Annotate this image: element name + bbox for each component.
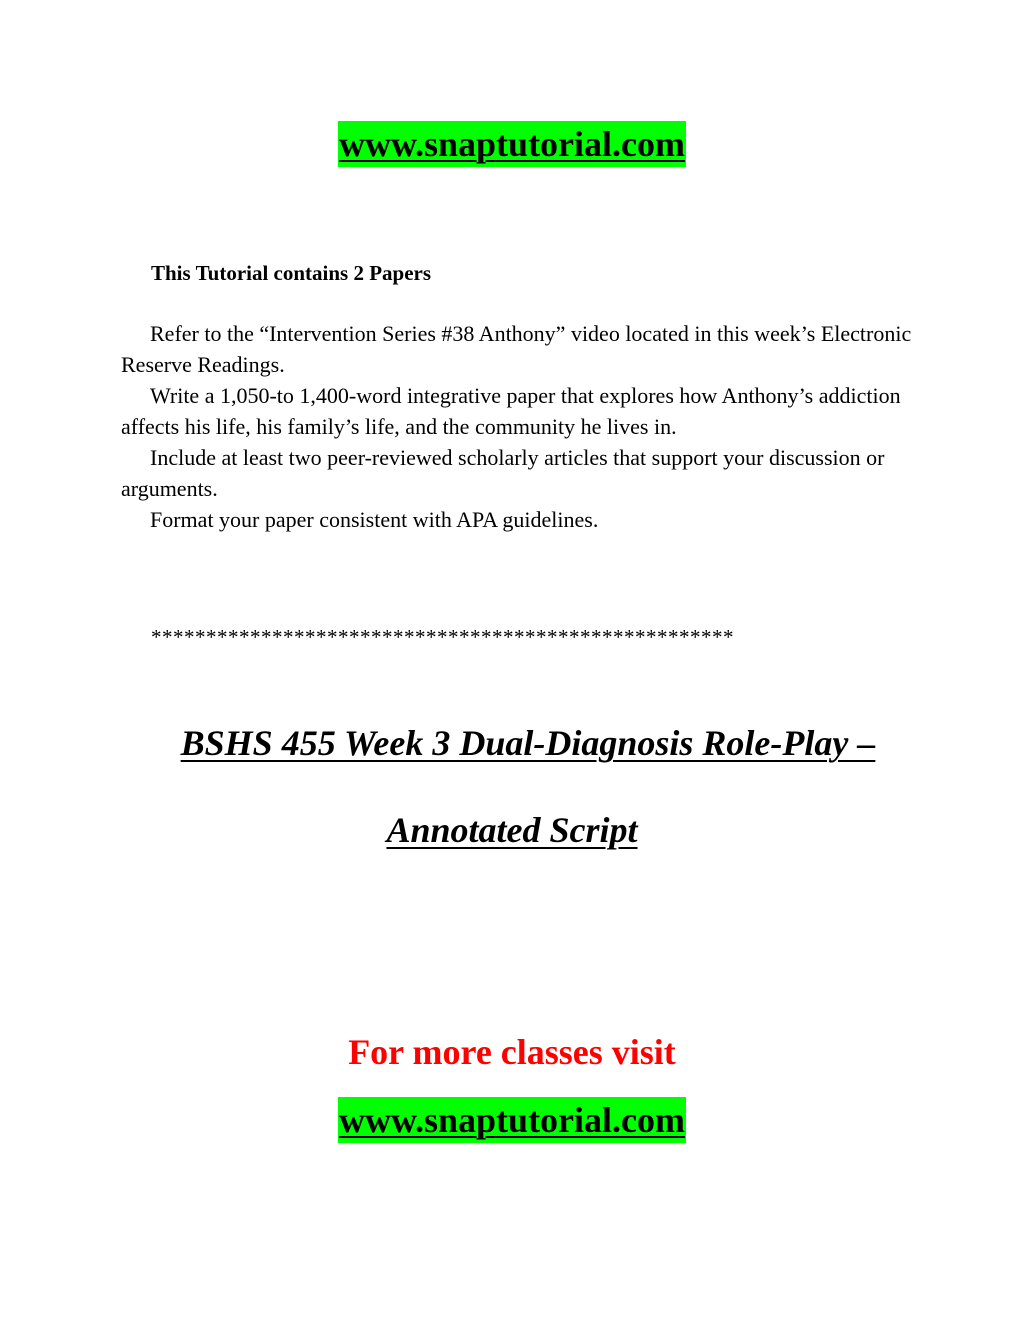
tutorial-intro: This Tutorial contains 2 Papers [151,261,432,285]
document-title-line-1 [16,721,1024,765]
separator-stars: ***************************************************** [151,625,734,649]
instruction-item: Write a 1,050-to 1,400-word integrative paper that explores how Anthony’s addiction affects his life, his family’s life, and the community he lives in. [121,383,901,439]
title-text-2: Annotated Script [386,810,638,850]
instruction-item: Include at least two peer-reviewed scholarly articles that support your discussion or arguments. [121,445,885,501]
instruction-item: Format your paper consistent with APA guidelines. [150,507,599,532]
instruction-item: Refer to the “Intervention Series #38 Anthony” video located in this week’s Electronic Reserve Readings. [121,321,912,377]
title-text-1: BSHS 455 Week 3 Dual-Diagnosis Role-Play – [180,723,876,763]
instructions-block [121,318,921,535]
more-classes-text: For more classes visit [348,1032,676,1072]
top-site-link[interactable]: www.snaptutorial.com [338,121,686,167]
bottom-site-link[interactable]: www.snaptutorial.com [338,1097,686,1143]
document-title-line-2 [0,808,1024,852]
